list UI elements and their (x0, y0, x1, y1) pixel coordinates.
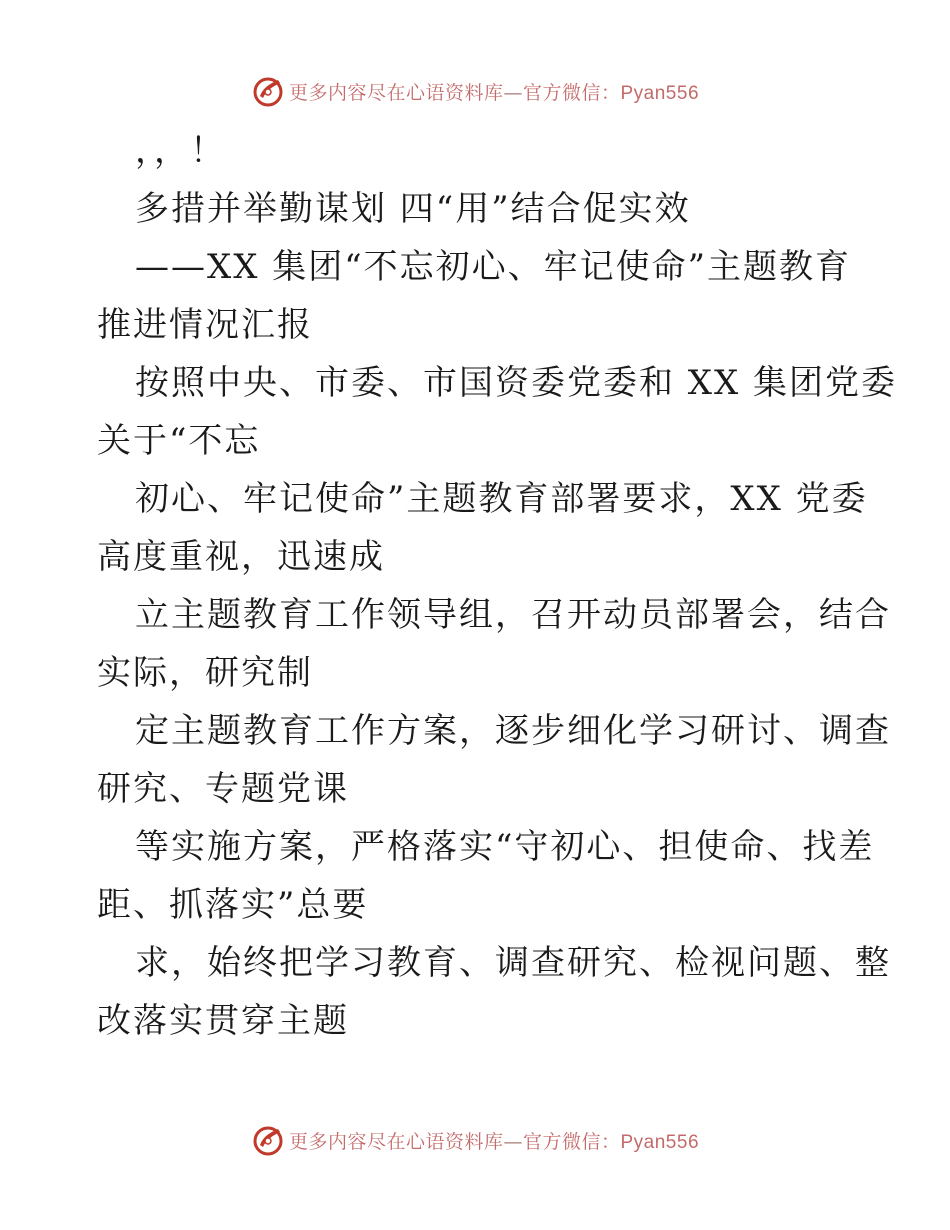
document-body (97, 122, 898, 1050)
header-banner-content (251, 74, 699, 108)
header-brand-text: 更多内容尽在心语资料库 (288, 81, 504, 104)
footer-brand-text: 更多内容尽在心语资料库 (288, 1130, 504, 1153)
document-subtitle-line-2: 推进情况汇报 (97, 305, 313, 345)
paragraph-line: 定主题教育工作方案，逐步细化学习研讨、调查 (135, 711, 891, 751)
pen-circle-logo-icon (251, 1123, 285, 1157)
header-dash: — (503, 81, 523, 104)
document-title: 多措并举勤谋划 四“用”结合促实效 (135, 189, 691, 229)
paragraph-line: 高度重视，迅速成 (97, 537, 385, 577)
paragraph-line: 等实施方案，严格落实“守初心、担使命、找差 (135, 827, 875, 867)
header-contact-id: Pyan556 (620, 82, 700, 104)
paragraph-line: 研究、专题党课 (97, 769, 349, 809)
footer-contact-id: Pyan556 (620, 1131, 700, 1153)
footer-banner-text (289, 1127, 699, 1154)
footer-contact-label: 官方微信： (522, 1130, 621, 1153)
paragraph-line: 求，始终把学习教育、调查研究、检视问题、整 (135, 943, 891, 983)
paragraph-line: 关于“不忘 (97, 421, 261, 461)
header-banner-text (289, 78, 699, 105)
paragraph-line: 按照中央、市委、市国资委党委和 XX 集团党委 (135, 363, 898, 403)
paragraph-line: 立主题教育工作领导组，召开动员部署会，结合 (135, 595, 891, 635)
paragraph-line: 距、抓落实”总要 (97, 885, 369, 925)
text-line-punctuation: ，，！ (135, 131, 226, 171)
paragraph-line: 改落实贯穿主题 (97, 1001, 349, 1041)
paragraph-line: 实际，研究制 (97, 653, 313, 693)
paragraph-line: 初心、牢记使命”主题教育部署要求，XX 党委 (135, 479, 868, 519)
header-banner (0, 71, 950, 111)
footer-banner-content (251, 1123, 699, 1157)
footer-dash: — (503, 1130, 523, 1153)
document-subtitle-line-1: ——XX 集团“不忘初心、牢记使命”主题教育 (135, 247, 851, 287)
footer-banner (0, 1120, 950, 1160)
header-contact-label: 官方微信： (522, 81, 621, 104)
pen-circle-logo-icon (251, 74, 285, 108)
